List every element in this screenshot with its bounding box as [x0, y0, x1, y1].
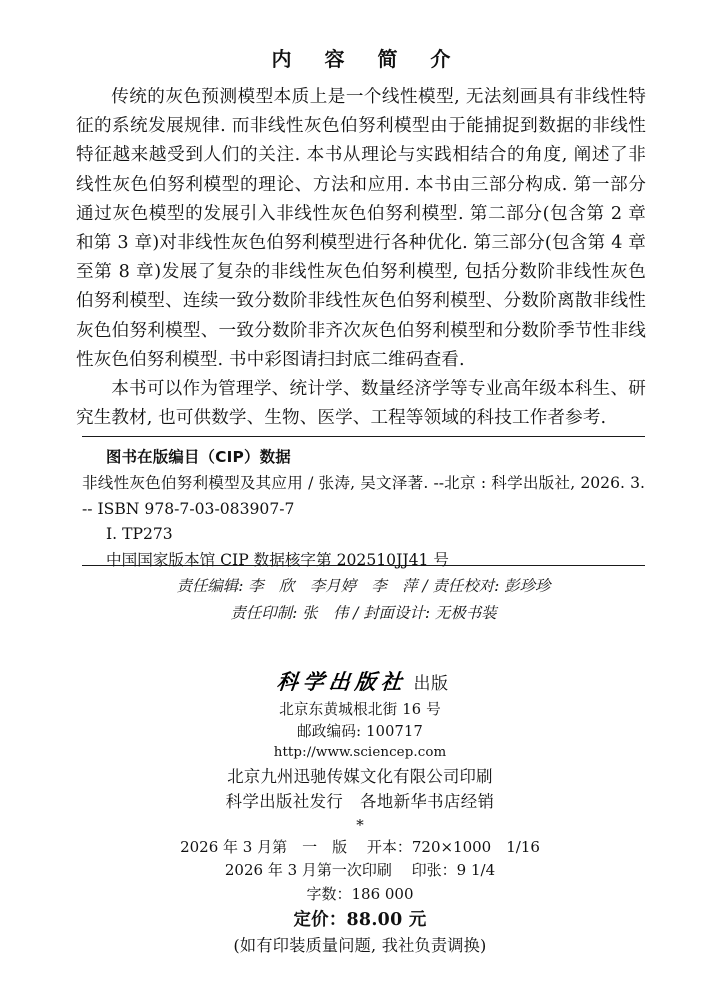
publisher-logo: 科学出版社: [275, 669, 408, 694]
cip-heading: 图书在版编目（CIP）数据: [106, 448, 291, 466]
distribution-line: 科学出版社发行 各地新华书店经销: [225, 792, 495, 812]
printer-name: 北京九州迅驰传媒文化有限公司印刷: [227, 766, 493, 786]
abstract-paragraph: 本书可以作为管理学、统计学、数量经济学等专业高年级本科生、研究生教材, 也可供数学、生物、医学、工程等领域的科技工作者参考.: [76, 379, 646, 429]
abstract-section: [76, 44, 646, 433]
publisher-verb: 出版: [413, 674, 449, 694]
cip-title-author-line: 非线性灰色伯努利模型及其应用 / 张涛, 吴文泽著. --北京 : 科学出版社, 2026. 3. -- ISBN 978-7-03-083907-7: [82, 474, 645, 518]
cip-section: [82, 445, 645, 573]
cip-registry-number: 中国国家版本馆 CIP 数据核字第 202510JJ41 号: [106, 550, 450, 569]
word-count-line: 字数：186 000: [306, 884, 414, 903]
publisher-address: 北京东黄城根北街 16 号: [279, 701, 441, 718]
publisher-row: [60, 666, 660, 696]
production-editor-line: 责任印制: 张 伟 / 封面设计: 无极书装: [230, 604, 497, 622]
postal-code: 邮政编码: 100717: [296, 722, 424, 740]
publisher-website: http://www.sciencep.com: [273, 745, 447, 761]
exchange-note: (如有印装质量问题, 我社负责调换): [233, 936, 487, 956]
cip-classification: I. TP273: [106, 525, 173, 544]
abstract-paragraph: 传统的灰色预测模型本质上是一个线性模型, 无法刻画具有非线性特征的系统发展规律. 而非线性灰色伯努利模型由于能捕捉到数据的非线性特征越来越受到人们的关注. 本书从理论与实践相结合的角度, 阐述了非线性灰色伯努利模型的理论、方法和应用. 本书由三部分构成. 第一部分通过灰色模型的发展引入非线性灰色伯努利模型. 第二部分(包含第 2 章和第 3 章)对非线性灰色伯努利模型进行各种优化. 第三部分(包含第 4 章至第 8 章)发展了复杂的非线性灰色伯努利模型, 包括分数阶非线性灰色伯努利模型、连续一致分数阶非线性灰色伯努利模型、分数阶离散非线性灰色伯努利模型、一致分数阶非齐次灰色伯努利模型和分数阶季节性非线性灰色伯努利模型. 书中彩图请扫封底二维码查看.: [76, 87, 646, 370]
edition-line: 2026 年 3 月第 一 版 开本：720×1000 1/16: [180, 837, 540, 856]
asterisk-separator: *: [356, 815, 364, 834]
impression-line: 2026 年 3 月第一次印刷 印张：9 1/4: [224, 861, 496, 880]
price-line: 定价：88.00 元: [293, 910, 427, 931]
divider-top: [82, 436, 645, 437]
credits-section: [82, 573, 645, 627]
page-title: 内 容 简 介: [271, 47, 464, 71]
responsible-editor-line: 责任编辑: 李 欣 李月婷 李 萍 / 责任校对: 彭珍珍: [176, 577, 551, 595]
imprint-section: [60, 666, 660, 958]
